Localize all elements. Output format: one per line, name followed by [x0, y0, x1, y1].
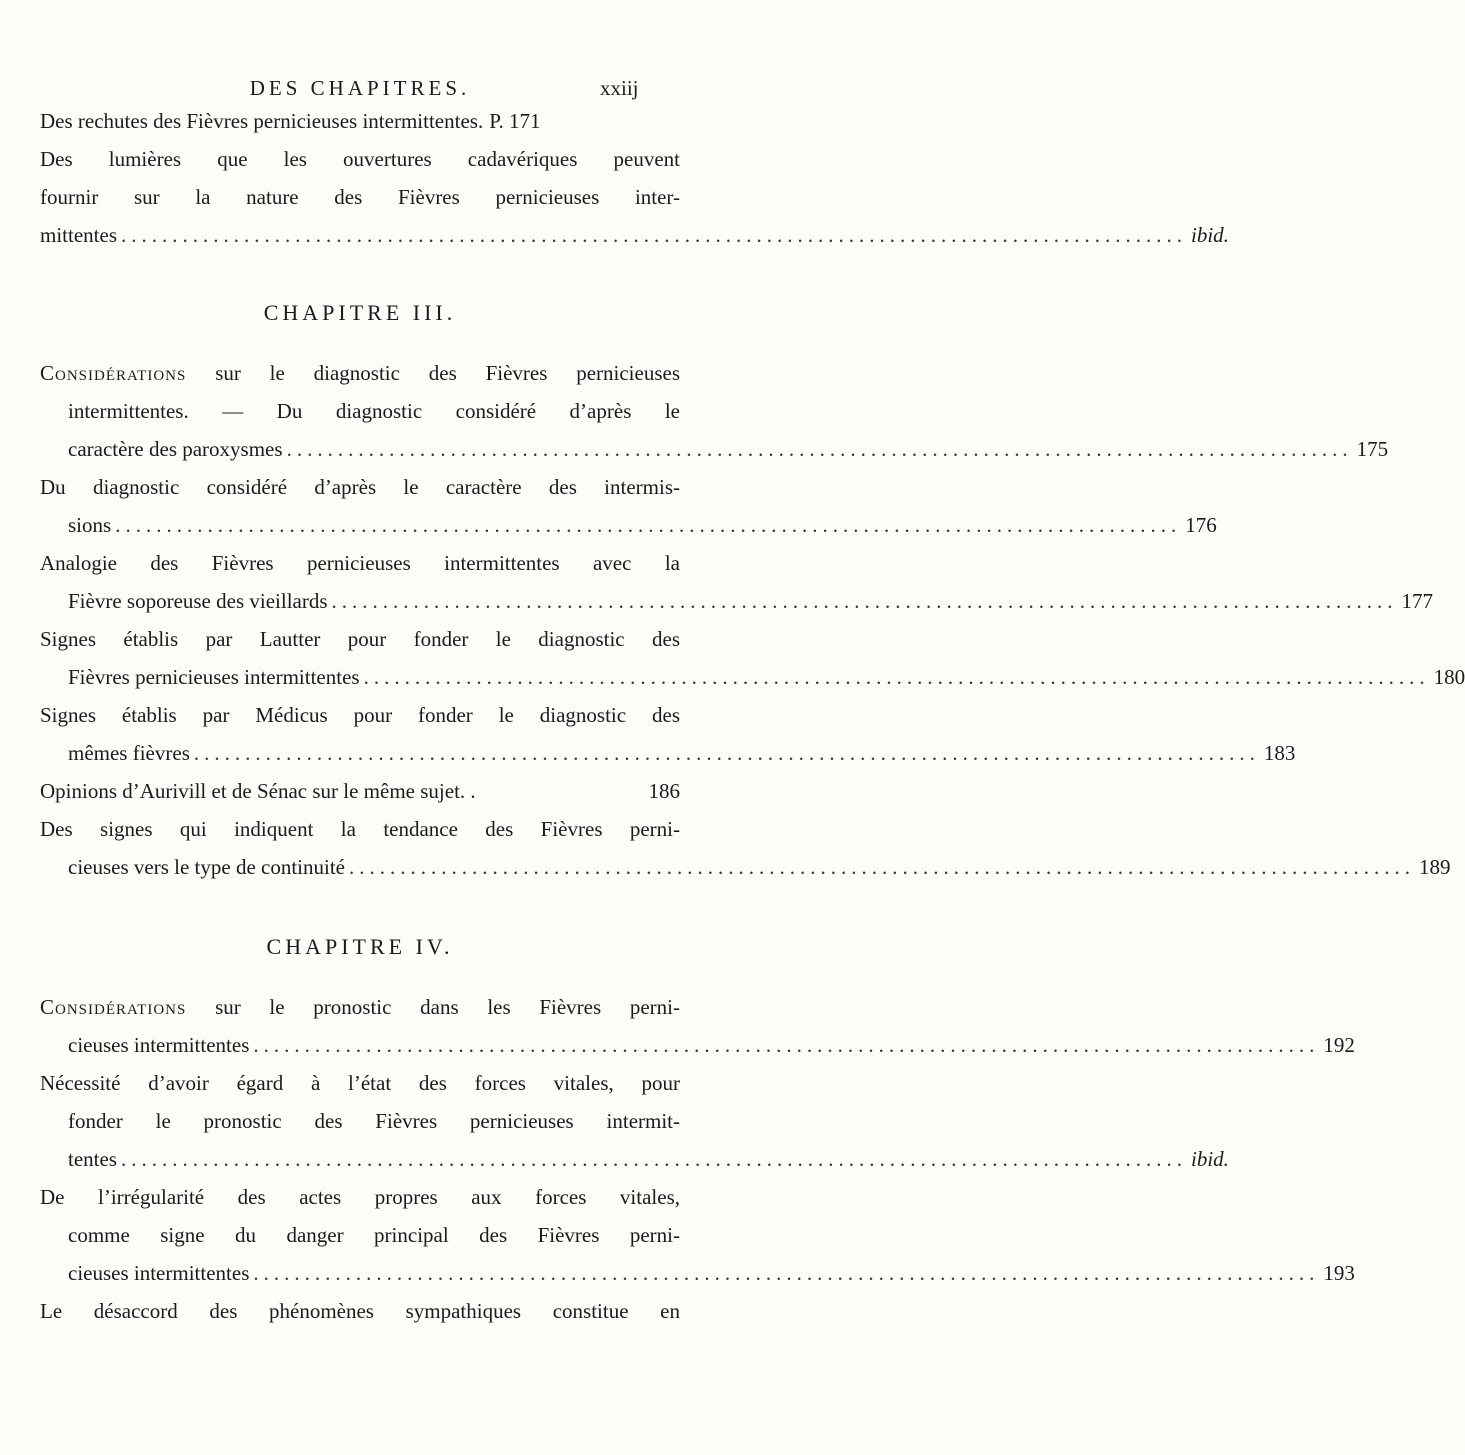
- toc-entry-line: Signes établis par Lautter pour fonder le diagnostic des: [40, 627, 680, 651]
- toc-entry: [68, 1258, 1355, 1288]
- toc-entry-text: tentes: [68, 1147, 117, 1171]
- toc-entry: [68, 738, 1296, 768]
- dot-leader: ........................................................................................................: [253, 1033, 1320, 1057]
- page-number: xxiij: [600, 76, 639, 100]
- toc-entry-line: comme signe du danger principal des Fièvres perni-: [68, 1223, 680, 1247]
- toc-entry-page: ibid.: [1190, 1147, 1229, 1171]
- toc-entry-text: Fièvres pernicieuses intermittentes: [68, 665, 360, 689]
- toc-entry: [68, 1144, 1229, 1174]
- entry-lead: Considérations: [40, 995, 187, 1019]
- toc-entry-text: sions: [68, 513, 112, 537]
- toc-entry-line: intermittentes. — Du diagnostic considéré d’après le: [68, 399, 680, 423]
- toc-entry-line: Analogie des Fièvres pernicieuses intermittentes avec la: [40, 551, 680, 575]
- chapter-heading: CHAPITRE III.: [263, 300, 457, 325]
- toc-entry-page: P. 171: [489, 109, 541, 133]
- chapter-heading: CHAPITRE IV.: [266, 934, 454, 959]
- toc-entry-text: Opinions d’Aurivill et de Sénac sur le même sujet. .: [40, 779, 476, 803]
- toc-entry-page: 175: [1356, 437, 1389, 461]
- toc-entry-text: cieuses vers le type de continuité: [68, 855, 345, 879]
- toc-entry-page: 183: [1263, 741, 1296, 765]
- dot-leader: ........................................................................................................: [363, 665, 1430, 689]
- toc-entry-text: cieuses intermittentes: [68, 1033, 250, 1057]
- toc-entry-line: Nécessité d’avoir égard à l’état des forces vitales, pour: [40, 1071, 680, 1095]
- toc-entry-line: fournir sur la nature des Fièvres pernicieuses inter-: [40, 185, 680, 209]
- toc-entry-text: mittentes: [40, 223, 117, 247]
- dot-leader: ........................................................................................................: [120, 1147, 1187, 1171]
- toc-entry-line: Des lumières que les ouvertures cadavériques peuvent: [40, 147, 680, 171]
- toc-entry-page: 180: [1433, 665, 1465, 689]
- toc-entry-line: Du diagnostic considéré d’après le caractère des intermis-: [40, 475, 680, 499]
- dot-leader: ........................................................................................................: [331, 589, 1398, 613]
- toc-entry: [68, 510, 1217, 540]
- dot-leader: ........................................................................................................: [286, 437, 1353, 461]
- toc-entry: [68, 434, 1389, 464]
- toc-entry-page: 186: [648, 779, 680, 803]
- toc-entry: [40, 220, 1229, 250]
- dot-leader: ........................................................................................................: [193, 741, 1260, 765]
- dot-leader: ........................................................................................................: [253, 1261, 1320, 1285]
- toc-entry-text: mêmes fièvres: [68, 741, 190, 765]
- running-head: DES CHAPITRES.: [249, 76, 471, 100]
- toc-entry-line: [40, 358, 680, 388]
- toc-entry: [68, 586, 1434, 616]
- toc-entry-line: Signes établis par Médicus pour fonder le diagnostic des: [40, 703, 680, 727]
- toc-entry: [68, 1030, 1355, 1060]
- toc-entry: [68, 852, 1451, 882]
- entry-lead: Considérations: [40, 361, 187, 385]
- toc-entry-line: Des signes qui indiquent la tendance des Fièvres perni-: [40, 817, 680, 841]
- toc-entry-page: 176: [1185, 513, 1217, 537]
- toc-entry-line: De l’irrégularité des actes propres aux forces vitales,: [40, 1185, 680, 1209]
- toc-entry-page: ibid.: [1191, 223, 1229, 247]
- toc-entry-text: Fièvre soporeuse des vieillards: [68, 589, 328, 613]
- toc-entry: [40, 776, 680, 806]
- toc-entry-text: Des rechutes des Fièvres pernicieuses intermittentes.: [40, 109, 484, 133]
- entry-text: sur le diagnostic des Fièvres pernicieuses: [215, 361, 681, 385]
- toc-entry-text: cieuses intermittentes: [68, 1261, 250, 1285]
- dot-leader: ........................................................................................................: [121, 223, 1187, 247]
- toc-entry-page: 192: [1323, 1033, 1355, 1057]
- entry-text: sur le pronostic dans les Fièvres perni-: [215, 995, 681, 1019]
- toc-entry-line: Le désaccord des phénomènes sympathiques constitue en: [40, 1299, 680, 1323]
- toc-entry: [40, 106, 680, 136]
- toc-entry-page: 193: [1323, 1261, 1355, 1285]
- toc-entry-line: [40, 992, 680, 1022]
- dot-leader: ........................................................................................................: [115, 513, 1182, 537]
- toc-entry-text: caractère des paroxysmes: [68, 437, 283, 461]
- toc-entry-line: fonder le pronostic des Fièvres pernicieuses intermit-: [68, 1109, 680, 1133]
- dot-leader: ........................................................................................................: [349, 855, 1415, 879]
- toc-entry: [68, 662, 1465, 692]
- toc-entry-page: 177: [1401, 589, 1434, 613]
- toc-entry-page: 189: [1419, 855, 1451, 879]
